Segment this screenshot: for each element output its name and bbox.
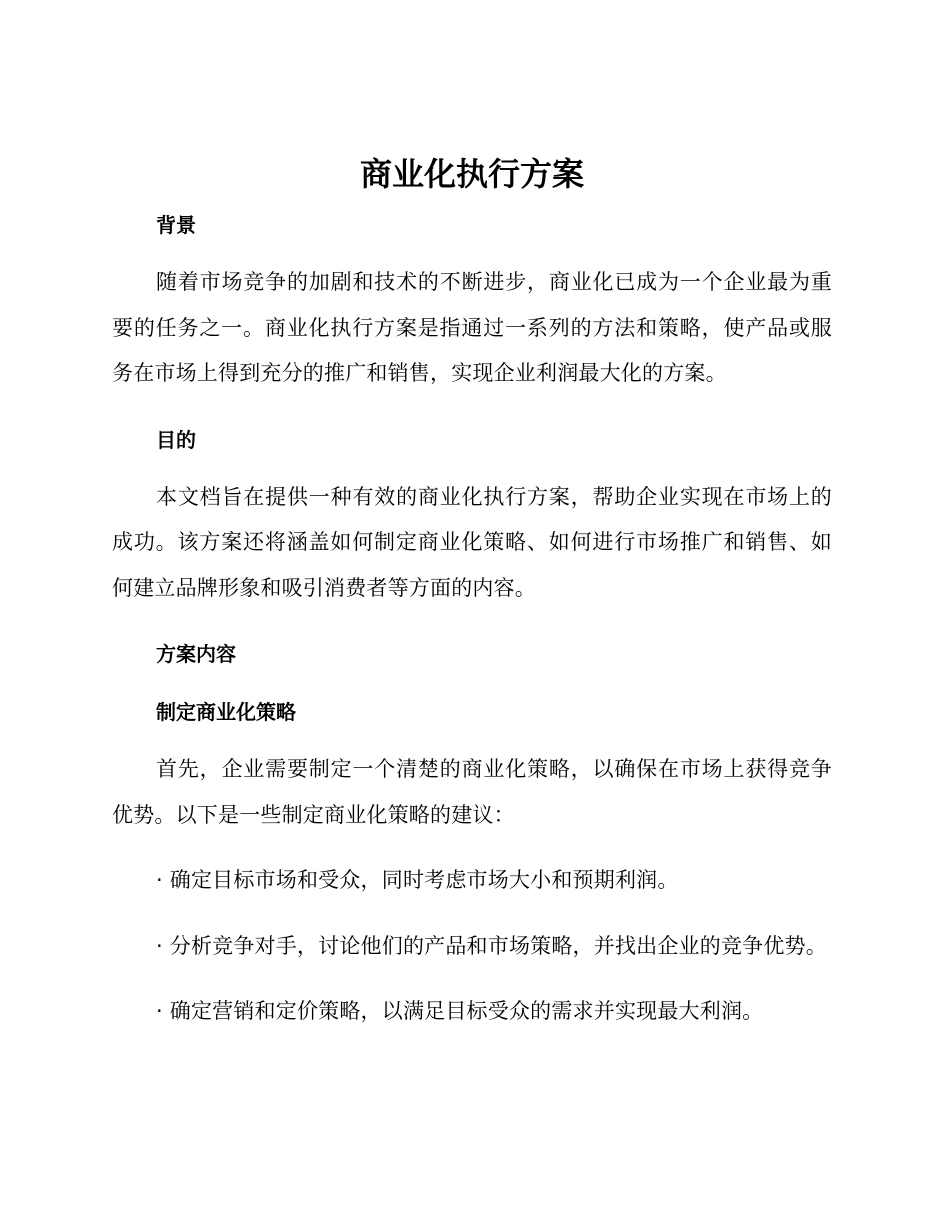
- list-item: · 确定目标市场和受众，同时考虑市场大小和预期利润。: [156, 868, 679, 892]
- paragraph-strategy: 首先，企业需要制定一个清楚的商业化策略，以确保在市场上获得竞争优势。以下是一些制定商业化策略的建议：: [112, 757, 832, 827]
- document-page: [112, 150, 832, 1035]
- list-item: · 确定营销和定价策略，以满足目标受众的需求并实现最大利润。: [156, 999, 764, 1023]
- heading-strategy: 制定商业化策略: [156, 700, 296, 724]
- heading-plan-content: 方案内容: [156, 642, 236, 666]
- paragraph-background: 随着市场竞争的加剧和技术的不断进步，商业化已成为一个企业最为重要的任务之一。商业化执行方案是指通过一系列的方法和策略，使产品或服务在市场上得到充分的推广和销售，实现企业利润最大化的方案。: [112, 270, 832, 385]
- document-title: 商业化执行方案: [359, 155, 584, 193]
- paragraph-purpose: 本文档旨在提供一种有效的商业化执行方案，帮助企业实现在市场上的成功。该方案还将涵盖如何制定商业化策略、如何进行市场推广和销售、如何建立品牌形象和吸引消费者等方面的内容。: [112, 484, 832, 600]
- list-item: · 分析竞争对手，讨论他们的产品和市场策略，并找出企业的竞争优势。: [156, 933, 827, 958]
- heading-purpose: 目的: [156, 427, 196, 452]
- heading-background: 背景: [156, 213, 196, 237]
